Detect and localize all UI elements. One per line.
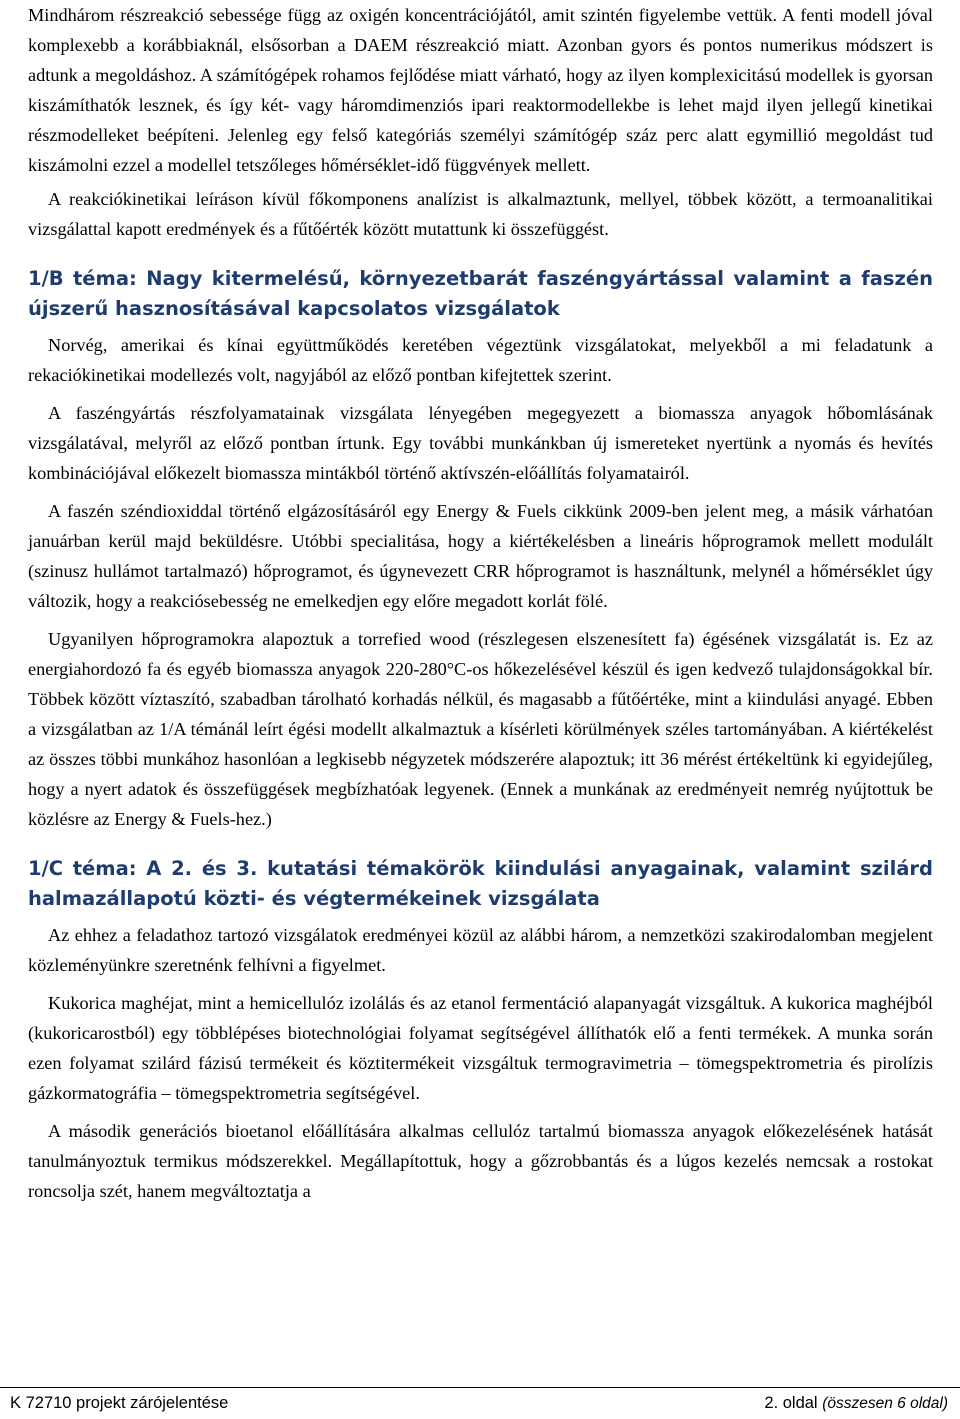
footer-page: 2. oldal — [764, 1394, 818, 1412]
paragraph: Norvég, amerikai és kínai együttműködés keretében végeztünk vizsgálatokat, melyekből a mi feladatunk a rekaciókinetikai modellezés volt, nagyjából az előző pontban kifejtettek szerint. — [28, 335, 933, 385]
document-page — [28, 0, 933, 1206]
paragraph: Az ehhez a feladathoz tartozó vizsgálatok eredményei közül az alábbi három, a nemzetközi szakirodalomban megjelent közleményünkre szeretnénk felhívni a figyelmet. — [28, 925, 933, 975]
section-heading-1b: 1/B téma: Nagy kitermelésű, környezetbarát faszéngyártással valamint a faszén újszerű hasznosításával kapcsolatos vizsgálatok — [28, 267, 933, 320]
paragraph: A faszéngyártás részfolyamatainak vizsgálata lényegében megegyezett a biomassza anyagok hőbomlásának vizsgálatával, melyről az előző pontban írtunk. Egy további munkánkban új ismereteket nyertünk a nyomás és hevítés kombinációjával előkezelt biomassza mintákból történő aktívszén-előállítás folyamatairól. — [28, 403, 933, 483]
footer-page-number — [764, 1388, 948, 1419]
paragraph: Ugyanilyen hőprogramokra alapoztuk a torrefied wood (részlegesen elszenesített fa) égésének vizsgálatát is. Ez az energiahordozó fa és egyéb biomassza anyagok 220-280°C-os hőkezelésével készül és igen kedvező tulajdonságokkal bír. Többek között víztaszító, szabadban tárolható korhadás nélkül, és magasabb a fűtőértéke, mint a kiindulási anyagé. Ebben a vizsgálatban az 1/A témánál leírt égési modellt alkalmaztuk a kísérleti körülmények széles tartományában. A kiértékelést az összes többi munkához hasonlóan a legkisebb négyzetek módszerére alapoztuk; itt 36 mérést értékeltünk ki egyidejűleg, hogy a nyert adatok és összefüggések megbízhatóak legyenek. (Ennek a munkának az eredményeit nemrég nyújtottuk be közlésre az Energy & Fuels-hez.) — [28, 629, 933, 829]
paragraph: Kukorica maghéjat, mint a hemicellulóz izolálás és az etanol fermentáció alapanyagát vizsgáltuk. A kukorica maghéjból (kukoricarostból) egy többlépéses biotechnológiai folyamat segítségével állíthatók elő a fenti termékek. A munka során ezen folyamat szilárd fázisú termékeit és köztitermékeit vizsgáltuk termogravimetria – tömegspektrometria és pirolízis gázkormatográfia – tömegspektrometria segítségével. — [28, 993, 933, 1103]
paragraph: A második generációs bioetanol előállítására alkalmas cellulóz tartalmú biomassza anyagok előkezelésének hatását tanulmányoztuk termikus módszerekkel. Megállapítottuk, hogy a gőzrobbantás és a lúgos kezelés nemcsak a rostokat roncsolja szét, hanem megváltoztatja a — [28, 1121, 933, 1201]
page-footer — [0, 1387, 960, 1418]
footer-page-total: (összesen 6 oldal) — [822, 1395, 948, 1412]
footer-project-title: K 72710 projekt zárójelentése — [10, 1394, 229, 1412]
paragraph: Mindhárom részreakció sebessége függ az oxigén koncentrációjától, amit szintén figyelembe vettük. A fenti modell jóval komplexebb a korábbiaknál, elsősorban a DAEM részreakció miatt. Azonban gyors és pontos numerikus módszert is adtunk a megoldáshoz. A számítógépek rohamos fejlődése miatt várható, hogy az ilyen komplexicitású modellek is gyorsan kiszámíthatók lesznek, és így két- vagy háromdimenziós ipari reaktormodellekbe is lehet majd ilyen jellegű kinetikai részmodelleket beépíteni. Jelenleg egy felső kategóriás személyi számítógép száz perc alatt egymillió megoldást tud kiszámolni ezzel a modellel tetszőleges hőmérséklet-idő függvények mellett. — [28, 5, 933, 175]
paragraph: A reakciókinetikai leíráson kívül főkomponens analízist is alkalmaztunk, mellyel, többek között, a termoanalitikai vizsgálattal kapott eredmények és a fűtőérték között mutattunk ki összefüggést. — [28, 189, 933, 239]
paragraph: A faszén széndioxiddal történő elgázosításáról egy Energy & Fuels cikkünk 2009-ben jelent meg, a másik várhatóan januárban kerül majd beküldésre. Utóbbi specialitása, hogy a kiértékelésben a lineáris hőprogramok mellett modulált (szinusz hullámot tartalmazó) hőprogramot, és úgynevezett CRR hőprogramot is használtunk, melynél a hőmérséklet úgy változik, hogy a reakciósebesség ne emelkedjen egy előre megadott korlát fölé. — [28, 501, 933, 611]
section-heading-1c: 1/C téma: A 2. és 3. kutatási témakörök kiindulási anyagainak, valamint szilárd halmazállapotú közti- és végtermékeinek vizsgálata — [28, 857, 933, 910]
